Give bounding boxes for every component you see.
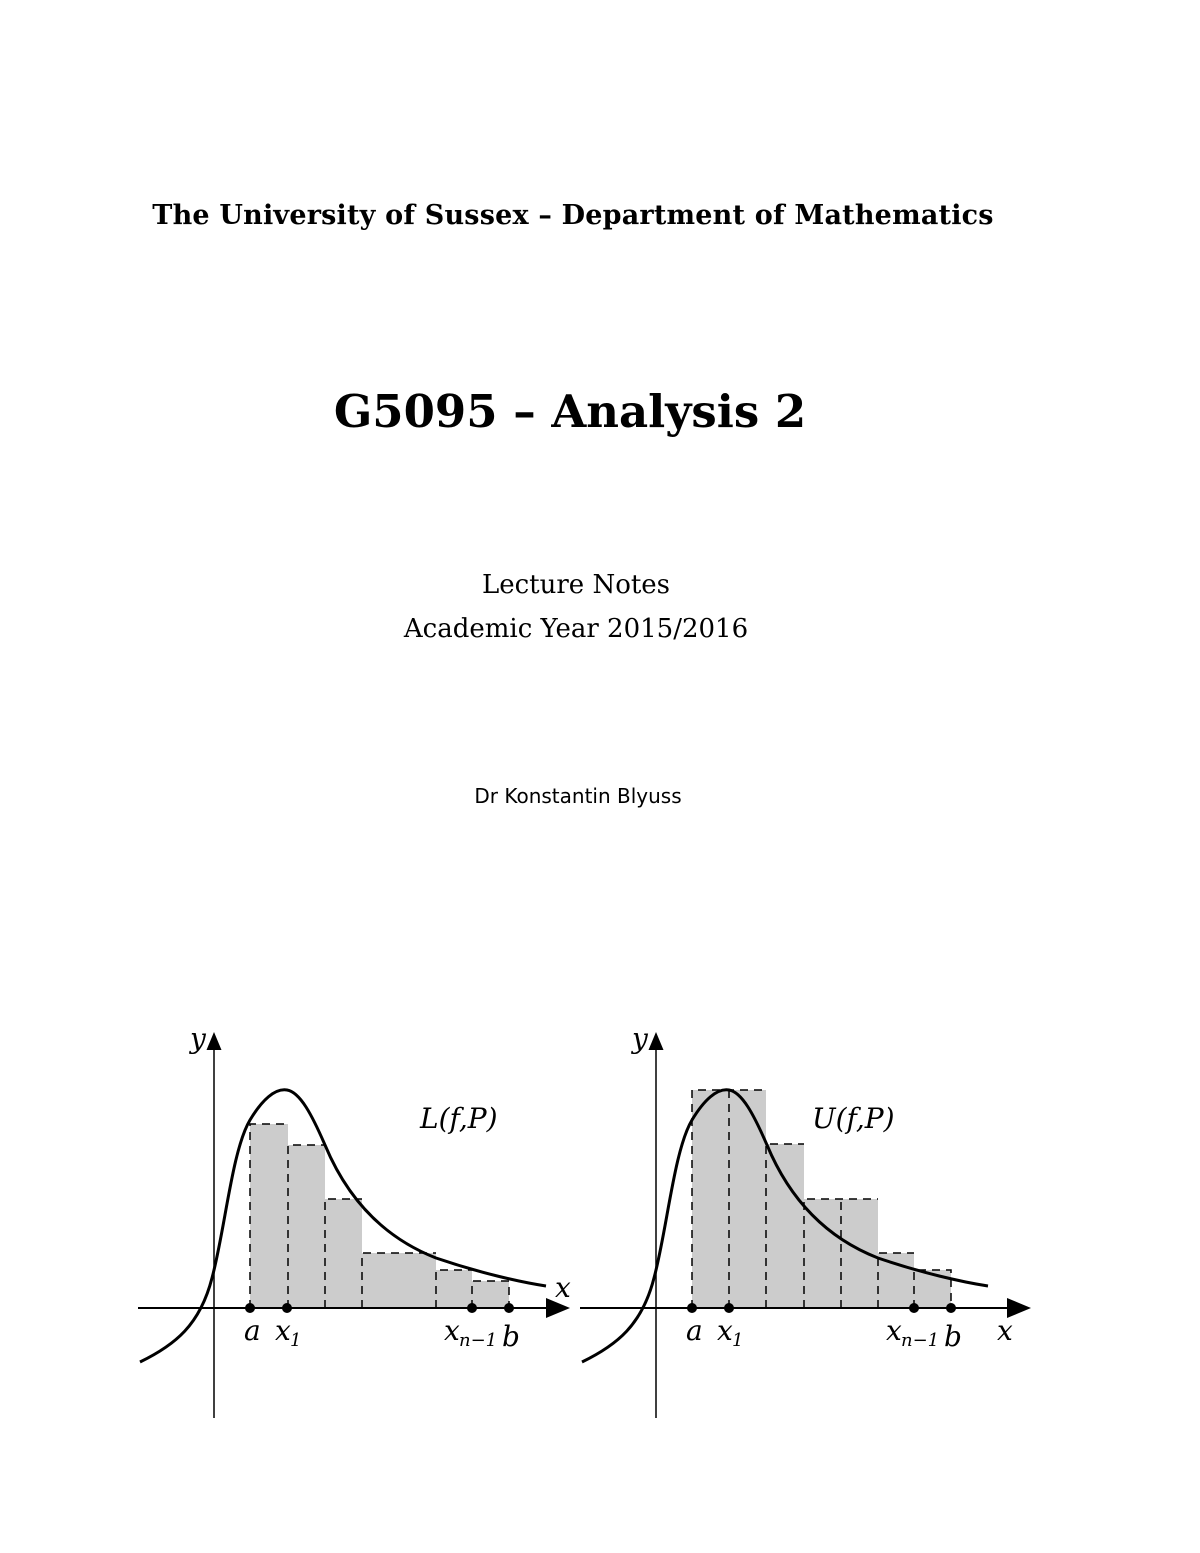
department-heading: The University of Sussex – Department of Mathematics <box>152 200 994 231</box>
lower-bar-5 <box>436 1270 472 1308</box>
lower-x-label: x <box>555 1271 571 1304</box>
upper-tick-xn1-sub: n−1 <box>901 1330 940 1351</box>
lecture-notes-label: Lecture Notes <box>481 570 671 600</box>
lower-point-xn1 <box>467 1303 477 1313</box>
upper-bar-4 <box>878 1253 914 1308</box>
upper-point-x1 <box>724 1303 734 1313</box>
lower-y-label: y <box>190 1022 206 1055</box>
lower-bar-1 <box>250 1124 288 1308</box>
upper-point-a <box>687 1303 697 1313</box>
lower-bar-6 <box>472 1281 509 1308</box>
upper-curve <box>582 1090 988 1362</box>
lower-curve <box>140 1090 546 1362</box>
course-title: G5095 – Analysis 2 <box>333 385 807 438</box>
upper-tick-b: b <box>944 1320 962 1353</box>
upper-tick-x1: x <box>717 1314 733 1347</box>
lower-sum-bars <box>250 1124 509 1308</box>
upper-dashed-lines <box>692 1090 951 1308</box>
lower-point-b <box>504 1303 514 1313</box>
upper-bar-2 <box>766 1144 804 1308</box>
lower-dashed-lines <box>250 1124 509 1308</box>
upper-points <box>687 1303 956 1313</box>
lower-point-x1 <box>282 1303 292 1313</box>
upper-point-xn1 <box>909 1303 919 1313</box>
lower-bar-4 <box>362 1253 436 1308</box>
upper-sum-plot <box>580 1022 1027 1418</box>
lower-tick-x1: x <box>275 1314 291 1347</box>
upper-x-label: x <box>997 1314 1013 1347</box>
lower-tick-xn1-sub: n−1 <box>459 1330 498 1351</box>
lower-sum-label: L(f,P) <box>420 1102 498 1135</box>
lower-point-a <box>245 1303 255 1313</box>
upper-point-b <box>946 1303 956 1313</box>
lower-bar-3 <box>325 1199 362 1308</box>
upper-sum-label: U(f,P) <box>812 1102 895 1135</box>
upper-tick-xn1: x <box>886 1314 902 1347</box>
upper-bar-3 <box>804 1199 878 1308</box>
lower-sum-plot <box>138 1022 571 1418</box>
upper-bar-1 <box>692 1090 766 1308</box>
lower-tick-xn1: x <box>444 1314 460 1347</box>
academic-year: Academic Year 2015/2016 <box>403 614 749 644</box>
lower-tick-b: b <box>502 1320 520 1353</box>
lower-points <box>245 1303 514 1313</box>
author-name: Dr Konstantin Blyuss <box>474 784 682 808</box>
upper-tick-a: a <box>686 1314 703 1347</box>
upper-sum-bars <box>692 1090 951 1308</box>
lower-tick-x1-sub: 1 <box>290 1330 302 1351</box>
lower-bar-2 <box>288 1145 325 1308</box>
upper-tick-x1-sub: 1 <box>732 1330 744 1351</box>
upper-y-label: y <box>632 1022 648 1055</box>
upper-bar-5 <box>914 1270 951 1308</box>
lower-tick-a: a <box>244 1314 261 1347</box>
